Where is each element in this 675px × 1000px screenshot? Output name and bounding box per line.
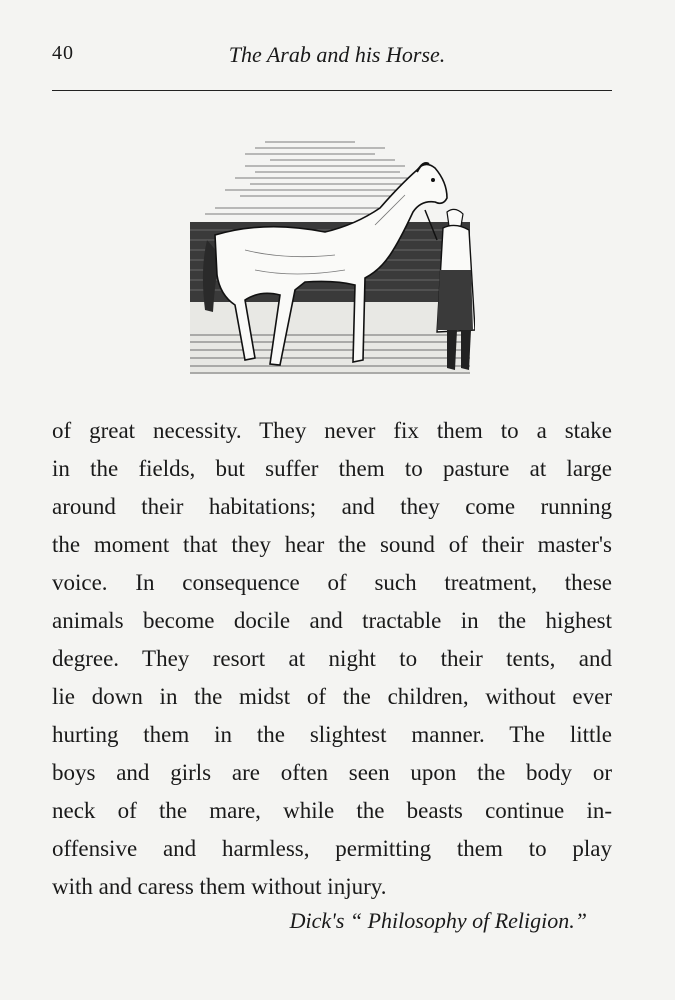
text-line: offensive and harmless, permitting them to play: [52, 836, 612, 861]
header-rule: [52, 90, 612, 91]
attribution: Dick's “ Philosophy of Religion.”: [289, 908, 587, 933]
text-line: voice. In consequence of such treatment, these: [52, 570, 612, 595]
text-line: neck of the mare, while the beasts continue in-: [52, 798, 612, 823]
text-line: around their habitations; and they come running: [52, 494, 612, 519]
text-line: degree. They resort at night to their tents, and: [52, 646, 612, 671]
text-line: animals become docile and tractable in the highest: [52, 608, 612, 633]
page-header: [52, 36, 612, 76]
text-line: of great necessity. They never fix them to a stake: [52, 418, 612, 443]
text-line: with and caress them without injury.: [52, 874, 387, 899]
running-title: The Arab and his Horse.: [228, 42, 446, 67]
body-text: [52, 412, 612, 906]
ground: [190, 302, 470, 374]
page-number: 40: [52, 42, 74, 64]
text-line: lie down in the midst of the children, without ever: [52, 684, 612, 709]
horse-engraving-illustration: [185, 130, 475, 380]
text-line: boys and girls are often seen upon the body or: [52, 760, 612, 785]
text-line: hurting them in the slightest manner. The little: [52, 722, 612, 747]
text-line: the moment that they hear the sound of their master's: [52, 532, 612, 557]
text-line: in the fields, but suffer them to pasture at large: [52, 456, 612, 481]
